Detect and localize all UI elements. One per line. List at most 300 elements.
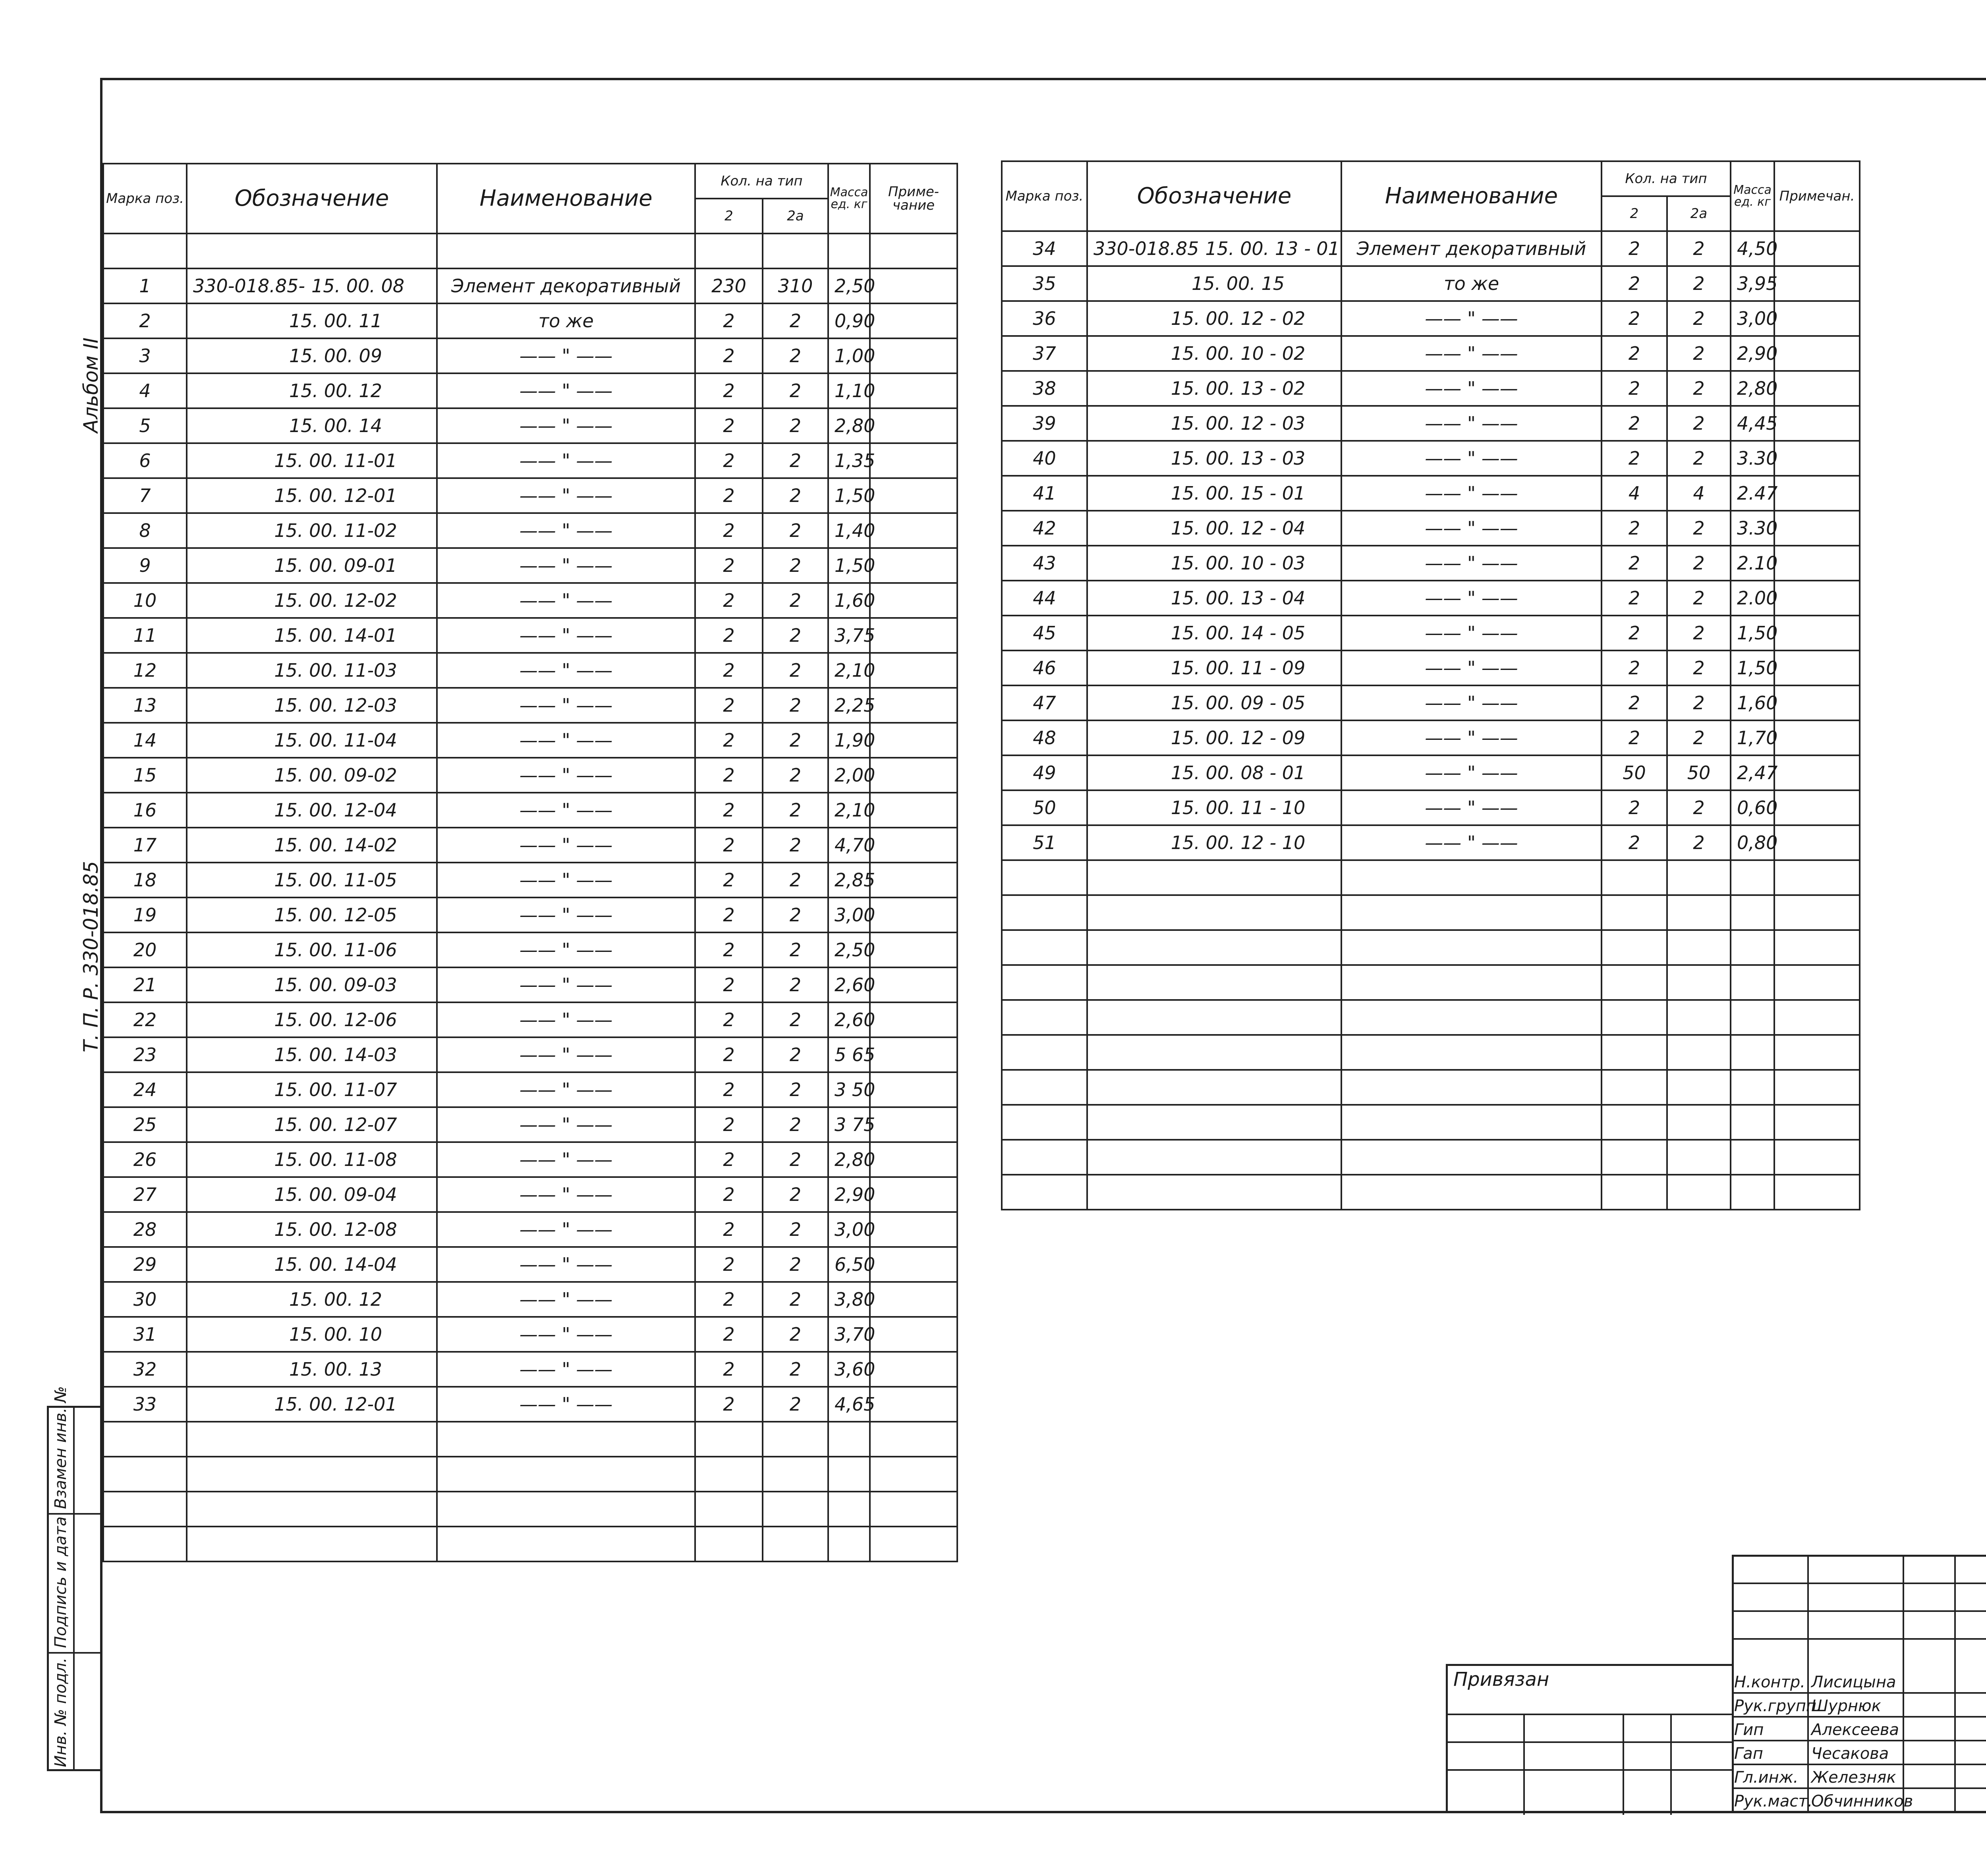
empty-cell [1667, 860, 1731, 895]
mass-cell: 3,00 [828, 897, 870, 932]
qty-2a-cell: 2 [763, 513, 828, 548]
qty-2-cell: 2 [695, 1387, 763, 1422]
table-row [103, 793, 957, 828]
header-qty: Кол. на тип [1602, 161, 1731, 196]
empty-cell [1087, 895, 1341, 930]
pos-cell: 26 [103, 1142, 187, 1177]
role-title: Рук.маст. [1734, 1792, 1813, 1810]
table-row-empty [1002, 1035, 1860, 1070]
designation-cell: 15. 00. 14-03 [187, 1037, 437, 1072]
table-row [1002, 790, 1860, 825]
empty-cell [1002, 1140, 1087, 1175]
name-cell: —— " —— [1341, 406, 1602, 441]
pos-cell: 51 [1002, 825, 1087, 860]
qty-2a-cell: 2 [763, 1212, 828, 1247]
qty-2-cell: 2 [695, 1002, 763, 1037]
qty-2a-cell: 2 [763, 408, 828, 443]
empty-cell [1002, 860, 1087, 895]
empty-cell [1602, 1175, 1667, 1210]
qty-2a-cell: 2 [1667, 650, 1731, 685]
qty-2a-cell: 2 [763, 1352, 828, 1387]
qty-2-cell: 2 [695, 548, 763, 583]
table-row-empty [1002, 1175, 1860, 1210]
pos-cell: 19 [103, 897, 187, 932]
qty-2-cell: 2 [695, 1212, 763, 1247]
empty-cell [1731, 860, 1774, 895]
table-row [1002, 266, 1860, 301]
empty-cell [1341, 1140, 1602, 1175]
qty-2a-cell: 310 [763, 268, 828, 303]
empty-cell [828, 234, 870, 268]
mass-cell: 2,10 [828, 793, 870, 828]
table-row [103, 1072, 957, 1107]
empty-cell [1731, 1035, 1774, 1070]
table-row [103, 1177, 957, 1212]
empty-cell [437, 1527, 695, 1561]
empty-cell [187, 234, 437, 268]
mass-cell: 2.10 [1731, 546, 1774, 581]
note-cell [870, 932, 957, 967]
mass-cell: 3 50 [828, 1072, 870, 1107]
qty-2a-cell: 2 [1667, 685, 1731, 720]
empty-cell [1667, 895, 1731, 930]
empty-cell [1341, 930, 1602, 965]
note-cell [870, 1212, 957, 1247]
empty-cell [1774, 1105, 1860, 1140]
mass-cell: 2,80 [1731, 371, 1774, 406]
pos-cell: 48 [1002, 720, 1087, 755]
qty-2a-cell: 2 [763, 1142, 828, 1177]
qty-2a-cell: 2 [1667, 266, 1731, 301]
qty-2a-cell: 2 [763, 303, 828, 338]
role-title: Гл.инж. [1734, 1768, 1799, 1787]
empty-cell [1341, 860, 1602, 895]
empty-cell [1341, 1105, 1602, 1140]
qty-2a-cell: 2 [763, 1317, 828, 1352]
table-row-empty [103, 1422, 957, 1457]
qty-2-cell: 2 [695, 653, 763, 688]
table-row [1002, 441, 1860, 476]
empty-cell [1667, 1105, 1731, 1140]
empty-cell [1002, 1070, 1087, 1105]
empty-cell [187, 1492, 437, 1527]
header-name: Наименование [437, 164, 695, 234]
table-row [103, 548, 957, 583]
qty-2a-cell: 2 [1667, 231, 1731, 266]
qty-2-cell: 2 [695, 1142, 763, 1177]
name-cell: —— " —— [1341, 336, 1602, 371]
binding-block [1446, 1664, 1732, 1813]
pos-cell: 32 [103, 1352, 187, 1387]
pos-cell: 6 [103, 443, 187, 478]
name-cell: —— " —— [1341, 825, 1602, 860]
qty-2a-cell: 2 [763, 932, 828, 967]
side-label-sign-date: Подпись и дата [52, 1516, 70, 1648]
qty-2a-cell: 2 [763, 1107, 828, 1142]
qty-2-cell: 2 [1602, 581, 1667, 616]
empty-cell [1602, 860, 1667, 895]
note-cell [870, 793, 957, 828]
mass-cell: 3,95 [1731, 266, 1774, 301]
note-cell [870, 443, 957, 478]
qty-2a-cell: 2 [763, 688, 828, 723]
note-cell [870, 373, 957, 408]
binding-vline [1523, 1714, 1525, 1815]
qty-2-cell: 2 [1602, 720, 1667, 755]
designation-cell: 15. 00. 12 [187, 1282, 437, 1317]
mass-cell: 1,60 [828, 583, 870, 618]
empty-cell [1002, 1175, 1087, 1210]
table-row [1002, 755, 1860, 790]
name-cell: —— " —— [437, 723, 695, 758]
designation-cell: 15. 00. 12 [187, 373, 437, 408]
pos-cell: 15 [103, 758, 187, 793]
table-row [1002, 511, 1860, 546]
designation-cell: 15. 00. 12 - 03 [1087, 406, 1341, 441]
table-row-empty [1002, 1070, 1860, 1105]
qty-2-cell: 2 [1602, 266, 1667, 301]
designation-cell: 15. 00. 12 - 02 [1087, 301, 1341, 336]
qty-2-cell: 2 [695, 373, 763, 408]
empty-cell [1087, 1140, 1341, 1175]
empty-cell [1774, 1175, 1860, 1210]
qty-2a-cell: 2 [763, 583, 828, 618]
empty-cell [763, 1457, 828, 1492]
side-label-tp: Т. П. Р. 330-018.85 [79, 861, 102, 1052]
mass-cell: 2,60 [828, 1002, 870, 1037]
name-cell: —— " —— [437, 548, 695, 583]
mass-cell: 2,90 [828, 1177, 870, 1212]
note-cell [870, 1072, 957, 1107]
empty-cell [828, 1422, 870, 1457]
name-cell: —— " —— [437, 828, 695, 863]
note-cell [870, 478, 957, 513]
qty-2a-cell: 2 [1667, 406, 1731, 441]
note-cell [870, 1317, 957, 1352]
designation-cell [187, 268, 437, 303]
note-cell [1774, 790, 1860, 825]
qty-2a-cell: 2 [763, 478, 828, 513]
designation-cell: 15. 00. 12-01 [187, 478, 437, 513]
mass-cell: 6,50 [828, 1247, 870, 1282]
name-cell: —— " —— [1341, 476, 1602, 511]
pos-cell: 27 [103, 1177, 187, 1212]
pos-cell: 47 [1002, 685, 1087, 720]
name-cell: —— " —— [437, 443, 695, 478]
mass-cell: 1,40 [828, 513, 870, 548]
qty-2a-cell: 2 [763, 373, 828, 408]
table-row [103, 863, 957, 897]
designation-cell: 15. 00. 13 - 02 [1087, 371, 1341, 406]
name-cell: —— " —— [437, 1037, 695, 1072]
empty-cell [870, 1492, 957, 1527]
empty-cell [437, 234, 695, 268]
pos-cell: 34 [1002, 231, 1087, 266]
qty-2-cell: 2 [695, 1247, 763, 1282]
qty-2a-cell: 2 [1667, 336, 1731, 371]
empty-cell [1341, 1175, 1602, 1210]
role-row [1732, 1765, 1986, 1789]
spec-table-right [1001, 160, 1860, 1210]
mass-cell: 2.47 [1731, 476, 1774, 511]
empty-cell [1602, 1140, 1667, 1175]
empty-cell [1602, 930, 1667, 965]
mass-cell: 3,00 [828, 1212, 870, 1247]
empty-cell [103, 1422, 187, 1457]
designation-cell: 15. 00. 12 - 09 [1087, 720, 1341, 755]
role-title: Гап [1734, 1745, 1763, 1763]
table-row [103, 1002, 957, 1037]
qty-2-cell: 2 [1602, 616, 1667, 650]
name-cell: —— " —— [1341, 650, 1602, 685]
note-cell [870, 338, 957, 373]
empty-cell [828, 1492, 870, 1527]
empty-cell [1731, 930, 1774, 965]
table-row [103, 1352, 957, 1387]
side-label-album: Альбом II [79, 337, 102, 433]
pos-cell: 45 [1002, 616, 1087, 650]
qty-2-cell: 230 [695, 268, 763, 303]
table-row [1002, 650, 1860, 685]
pos-cell: 21 [103, 967, 187, 1002]
name-cell: —— " —— [437, 408, 695, 443]
designation-cell: 15. 00. 11-03 [187, 653, 437, 688]
qty-2-cell: 2 [695, 1072, 763, 1107]
designation-prefix: 330-018.85- [193, 275, 305, 297]
note-cell [1774, 371, 1860, 406]
designation-cell: 15. 00. 12-06 [187, 1002, 437, 1037]
mass-cell: 2,80 [828, 1142, 870, 1177]
designation-cell: 15. 00. 15 - 01 [1087, 476, 1341, 511]
mass-cell: 1,00 [828, 338, 870, 373]
empty-cell [1667, 1140, 1731, 1175]
note-cell [870, 758, 957, 793]
empty-cell [1731, 895, 1774, 930]
empty-cell [1774, 1070, 1860, 1105]
table-row [1002, 546, 1860, 581]
mass-cell: 3.30 [1731, 511, 1774, 546]
designation-cell: 15. 00. 12-01 [187, 1387, 437, 1422]
table-row [103, 828, 957, 863]
empty-cell [763, 1492, 828, 1527]
mass-cell: 0,80 [1731, 825, 1774, 860]
name-cell: —— " —— [437, 1212, 695, 1247]
note-cell [870, 513, 957, 548]
mass-cell: 5 65 [828, 1037, 870, 1072]
empty-cell [1087, 1105, 1341, 1140]
mass-cell: 3,60 [828, 1352, 870, 1387]
empty-cell [1667, 930, 1731, 965]
name-cell: —— " —— [437, 1247, 695, 1282]
pos-cell: 25 [103, 1107, 187, 1142]
empty-cell [1341, 1035, 1602, 1070]
pos-cell: 16 [103, 793, 187, 828]
role-row [1732, 1741, 1986, 1765]
designation-cell: 15. 00. 12-04 [187, 793, 437, 828]
designation-cell [1087, 231, 1341, 266]
table-row [103, 338, 957, 373]
qty-2a-cell: 2 [763, 548, 828, 583]
header-note: Приме-чание [870, 164, 957, 234]
qty-2-cell: 2 [695, 478, 763, 513]
empty-cell [1602, 965, 1667, 1000]
name-cell: —— " —— [1341, 301, 1602, 336]
pos-cell: 11 [103, 618, 187, 653]
empty-cell [1002, 1035, 1087, 1070]
table-row [103, 1212, 957, 1247]
name-cell: —— " —— [437, 1002, 695, 1037]
qty-2a-cell: 2 [763, 828, 828, 863]
name-cell: —— " —— [437, 1387, 695, 1422]
qty-2-cell: 2 [1602, 511, 1667, 546]
empty-cell [1731, 1140, 1774, 1175]
note-cell [870, 967, 957, 1002]
empty-cell [437, 1422, 695, 1457]
table-row-empty [1002, 1140, 1860, 1175]
designation-cell: 15. 00. 11-02 [187, 513, 437, 548]
designation-cell: 15. 00. 14 - 05 [1087, 616, 1341, 650]
pos-cell: 1 [103, 268, 187, 303]
pos-cell: 50 [1002, 790, 1087, 825]
pos-cell: 18 [103, 863, 187, 897]
note-cell [870, 268, 957, 303]
header-mass: Масса ед. кг [828, 164, 870, 234]
qty-2a-cell: 2 [763, 863, 828, 897]
mass-cell: 1,10 [828, 373, 870, 408]
table-row [103, 443, 957, 478]
name-cell: —— " —— [437, 932, 695, 967]
header-qty-2a: 2а [763, 199, 828, 234]
designation-cell: 15. 00. 11-06 [187, 932, 437, 967]
mass-cell: 2.00 [1731, 581, 1774, 616]
pos-cell: 43 [1002, 546, 1087, 581]
mass-cell: 2,10 [828, 653, 870, 688]
empty-cell [1667, 1000, 1731, 1035]
empty-cell [187, 1422, 437, 1457]
qty-2a-cell: 2 [763, 1072, 828, 1107]
designation-cell: 15. 00. 09-02 [187, 758, 437, 793]
binding-line [1448, 1714, 1734, 1715]
qty-2-cell: 2 [695, 863, 763, 897]
qty-2a-cell: 2 [763, 1037, 828, 1072]
note-cell [1774, 825, 1860, 860]
empty-cell [1341, 965, 1602, 1000]
role-person: Шурнюк [1811, 1697, 1881, 1715]
empty-cell [1087, 1000, 1341, 1035]
table-row [103, 268, 957, 303]
empty-cell [1774, 1140, 1860, 1175]
empty-cell [437, 1492, 695, 1527]
table-row-empty [103, 1527, 957, 1561]
empty-cell [1774, 860, 1860, 895]
pos-cell: 17 [103, 828, 187, 863]
header-mass: Масса ед. кг [1731, 161, 1774, 231]
name-cell: то же [437, 303, 695, 338]
pos-cell: 33 [103, 1387, 187, 1422]
note-cell [1774, 616, 1860, 650]
designation-cell: 15. 00. 14-01 [187, 618, 437, 653]
pos-cell: 9 [103, 548, 187, 583]
table-row-empty [1002, 895, 1860, 930]
qty-2-cell: 2 [695, 1037, 763, 1072]
table-row [103, 897, 957, 932]
designation-cell: 15. 00. 14-04 [187, 1247, 437, 1282]
mass-cell: 1,50 [1731, 616, 1774, 650]
table-row [103, 583, 957, 618]
qty-2-cell: 2 [695, 1317, 763, 1352]
header-designation: Обозначение [187, 164, 437, 234]
binding-line [1448, 1769, 1734, 1771]
empty-cell [695, 1422, 763, 1457]
qty-2a-cell: 2 [763, 1282, 828, 1317]
designation-cell: 15. 00. 14 [187, 408, 437, 443]
qty-2a-cell: 2 [1667, 371, 1731, 406]
empty-cell [1002, 1105, 1087, 1140]
pos-cell: 42 [1002, 511, 1087, 546]
note-cell [870, 1107, 957, 1142]
table-row [1002, 231, 1860, 266]
mass-cell: 3.30 [1731, 441, 1774, 476]
designation-cell: 15. 00. 13 [187, 1352, 437, 1387]
qty-2-cell: 2 [695, 618, 763, 653]
note-cell [1774, 301, 1860, 336]
qty-2-cell: 2 [695, 793, 763, 828]
pos-cell: 35 [1002, 266, 1087, 301]
table-row [1002, 476, 1860, 511]
designation-prefix: 330-018.85 [1093, 238, 1199, 259]
note-cell [870, 1142, 957, 1177]
note-cell [870, 303, 957, 338]
note-cell [870, 1352, 957, 1387]
designation-cell: 15. 00. 11-07 [187, 1072, 437, 1107]
designation-cell: 15. 00. 09-04 [187, 1177, 437, 1212]
empty-cell [1087, 1035, 1341, 1070]
qty-2-cell: 2 [695, 1282, 763, 1317]
designation-cell: 15. 00. 11 [187, 303, 437, 338]
qty-2a-cell: 2 [763, 443, 828, 478]
designation-cell: 15. 00. 11-08 [187, 1142, 437, 1177]
note-cell [870, 897, 957, 932]
pos-cell: 49 [1002, 755, 1087, 790]
mass-cell: 1,70 [1731, 720, 1774, 755]
table-row-empty [1002, 930, 1860, 965]
empty-cell [1602, 895, 1667, 930]
empty-cell [1341, 1070, 1602, 1105]
table-row [103, 723, 957, 758]
table-row [1002, 581, 1860, 616]
mass-cell: 4,65 [828, 1387, 870, 1422]
qty-2-cell: 2 [695, 1177, 763, 1212]
mass-cell: 1,35 [828, 443, 870, 478]
table-row [103, 967, 957, 1002]
name-cell: —— " —— [1341, 511, 1602, 546]
mass-cell: 2,50 [828, 268, 870, 303]
name-cell: —— " —— [437, 1177, 695, 1212]
pos-cell: 22 [103, 1002, 187, 1037]
qty-2-cell: 2 [695, 303, 763, 338]
empty-cell [103, 234, 187, 268]
qty-2-cell: 50 [1602, 755, 1667, 790]
note-cell [1774, 685, 1860, 720]
pos-cell: 46 [1002, 650, 1087, 685]
qty-2a-cell: 2 [763, 1177, 828, 1212]
name-cell: —— " —— [437, 1317, 695, 1352]
designation-cell: 15. 00. 08 - 01 [1087, 755, 1341, 790]
name-cell: —— " —— [437, 1352, 695, 1387]
note-cell [870, 653, 957, 688]
table-row-empty [103, 1492, 957, 1527]
note-cell [1774, 546, 1860, 581]
